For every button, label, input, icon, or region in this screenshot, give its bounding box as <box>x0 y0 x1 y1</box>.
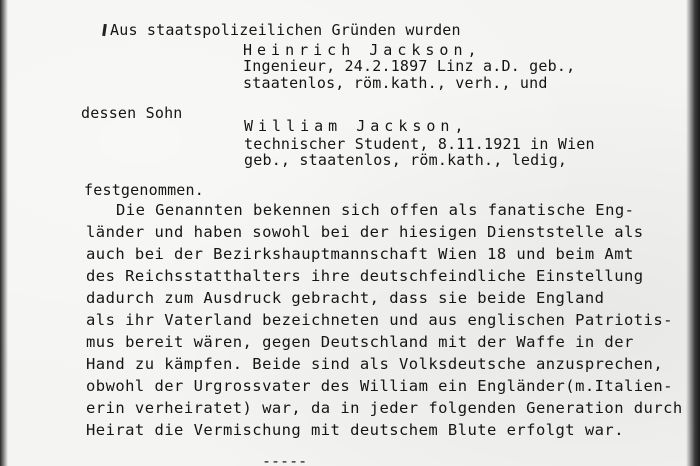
paragraph-line: dadurch zum Ausdruck gebracht, dass sie beide England <box>86 289 605 307</box>
connector-text: dessen Sohn <box>81 104 183 122</box>
person2-details-line2: geb., staatenlos, röm.kath., ledig, <box>244 151 568 169</box>
person1-details-line2: staatenlos, röm.kath., verh., und <box>243 74 548 92</box>
paragraph-line: auch bei der Bezirkshauptmannschaft Wien 18 und beim Amt <box>86 245 634 263</box>
person1-details-line1: Ingenieur, 24.2.1897 Linz a.D. geb., <box>243 57 576 75</box>
outcome-text: festgenommen. <box>84 181 204 199</box>
paragraph-line: Hand zu kämpfen. Beide sind als Volksdeutsche anzusprechen, <box>86 355 664 373</box>
scan-edge-left <box>0 0 8 466</box>
margin-mark <box>102 24 107 36</box>
paragraph-line: obwohl der Urgrossvater des William ein Engländer(m.Italien- <box>86 377 673 395</box>
paragraph-line: des Reichsstatthalters ihre deutschfeindliche Einstellung <box>86 267 644 285</box>
intro-line: Aus staatspolizeilichen Gründen wurden <box>110 21 461 39</box>
person1-name: Heinrich Jackson, <box>243 41 482 59</box>
paragraph-line: Heirat die Vermischung mit deutschem Blute erfolgt war. <box>86 421 624 439</box>
scan-edge-right <box>686 0 700 466</box>
paragraph-line: länder und haben sowohl bei der hiesigen Dienststelle als <box>86 223 644 241</box>
person2-details-line1: technischer Student, 8.11.1921 in Wien <box>244 135 595 153</box>
paragraph-line: Die Genannten bekennen sich offen als fanatische Eng- <box>116 201 635 219</box>
person2-name: William Jackson, <box>244 117 469 135</box>
paragraph-line: mus bereit wären, gegen Deutschland mit der Waffe in der <box>86 333 634 351</box>
footer-dash-mark: ----- <box>262 452 308 466</box>
paragraph-line: erin verheiratet) war, da in jeder folgenden Generation durch <box>86 399 683 417</box>
paragraph-line: als ihr Vaterland bezeichneten und aus englischen Patriotis- <box>86 311 673 329</box>
